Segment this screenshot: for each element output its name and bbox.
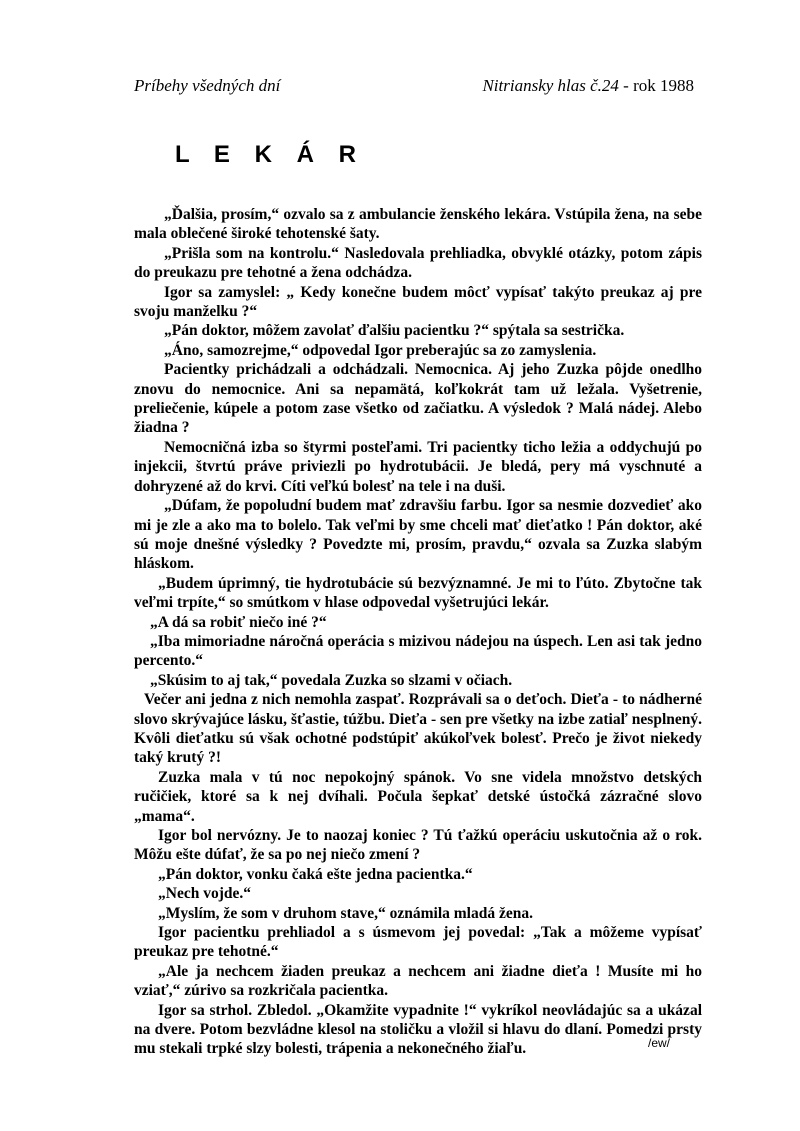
paragraph: Igor pacientku prehliadol a s úsmevom jej povedal: „Tak a môžeme vypísať preukaz pre tehotné.“ <box>134 924 702 961</box>
paragraph: „Áno, samozrejme,“ odpovedal Igor preberajúc sa zo zamyslenia. <box>164 341 597 359</box>
article-title: L E K Á R <box>175 141 365 168</box>
paragraph: „A dá sa robiť niečo iné ?“ <box>150 613 327 631</box>
paragraph: „Ďalšia, prosím,“ ozvalo sa z ambulancie ženského lekára. Vstúpila žena, na sebe mala oblečené široké tehotenské šaty. <box>134 206 702 243</box>
paragraph: „Budem úprimný, tie hydrotubácie sú bezvýznamné. Je mi to ľúto. Zbytočne tak veľmi trpíte,“ so smútkom v hlase odpovedal vyšetrujúci lekár. <box>134 574 702 612</box>
paragraph: „Nech vojde.“ <box>158 885 251 903</box>
author-signature: /ew/ <box>648 1036 671 1050</box>
article-body <box>134 205 702 1059</box>
paragraph: „Dúfam, že popoludní budem mať zdravšiu farbu. Igor sa nesmie dozvedieť ako mi je zle a ako ma to bolelo. Tak veľmi by sme chceli mať dieťatko ! Pán doktor, aké sú moje dnešné výsledky ? Povedzte mi, prosím, pravdu,“ ozvala sa Zuzka slabým hláskom. <box>134 497 702 573</box>
paragraph: Igor sa zamyslel: „ Kedy konečne budem môcť vypísať takýto preukaz aj pre svoju manželku ?“ <box>134 283 702 321</box>
paragraph: „Iba mimoriadne náročná operácia s mizivou nádejou na úspech. Len asi tak jedno percento.“ <box>134 632 702 670</box>
paragraph: „Prišla som na kontrolu.“ Nasledovala prehliadka, obvyklé otázky, potom zápis do preukazu pre tehotné a žena odchádza. <box>134 244 702 282</box>
header-newspaper-issue: Nitriansky hlas č.24 <box>482 76 619 95</box>
header-section-title: Príbehy všedných dní <box>134 76 281 95</box>
paragraph: „Pán doktor, vonku čaká ešte jedna pacientka.“ <box>158 865 473 883</box>
paragraph: Igor sa strhol. Zbledol. „Okamžite vypadnite !“ vykríkol neovládajúc sa a ukázal na dvere. Potom bezvládne klesol na stoličku a vložil si hlavu do dlaní. Pomedzi prsty mu stekali trpké slzy bolesti, trápenia a nekonečného žiaľu. <box>134 1001 702 1058</box>
paragraph: „Skúsim to aj tak,“ povedala Zuzka so slzami v očiach. <box>150 671 513 689</box>
header-year: - rok 1988 <box>618 76 694 95</box>
paragraph: „Myslím, že som v druhom stave,“ oznámila mladá žena. <box>158 904 533 922</box>
paragraph: „Pán doktor, môžem zavolať ďalšiu pacientku ?“ spýtala sa sestrička. <box>164 322 625 340</box>
paragraph: Pacientky prichádzali a odchádzali. Nemocnica. Aj jeho Zuzka pôjde onedlho znovu do nemocnice. Ani sa nepamätá, koľkokrát tam už ležala. Vyšetrenie, preliečenie, kúpele a potom zase všetko od začiatku. A výsledok ? Malá nádej. Alebo žiadna ? <box>134 361 702 437</box>
paragraph: Nemocničná izba so štyrmi posteľami. Tri pacientky ticho ležia a oddychujú po injekcii, štvrtú práve priviezli po hydrotubácii. Je bledá, pery má vyschnuté a dohryzené až do krvi. Cíti veľkú bolesť na tele i na duši. <box>134 438 702 495</box>
paragraph: Večer ani jedna z nich nemohla zaspať. Rozprávali sa o deťoch. Dieťa - to nádherné slovo skrývajúce lásku, šťastie, túžbu. Dieťa - sen pre všetky na izbe zatiaľ nesplnený. Kvôli dieťatku sú však ochotné podstúpiť akúkoľvek bolesť. Prečo je život niekedy taký krutý ?! <box>134 691 702 767</box>
paragraph: „Ale ja nechcem žiaden preukaz a nechcem ani žiadne dieťa ! Musíte mi ho vziať,“ zúrivo sa rozkričala pacientka. <box>134 962 702 1000</box>
paragraph: Igor bol nervózny. Je to naozaj koniec ? Tú ťažkú operáciu uskutočnia až o rok. Môžu ešte dúfať, že sa po nej niečo zmení ? <box>134 827 702 864</box>
paragraph: Zuzka mala v tú noc nepokojný spánok. Vo sne videla množstvo detských ručičiek, ktoré sa k nej dvíhali. Počula šepkať detské ústočká zázračné slovo „mama“. <box>134 768 702 825</box>
header-publication <box>482 76 694 96</box>
